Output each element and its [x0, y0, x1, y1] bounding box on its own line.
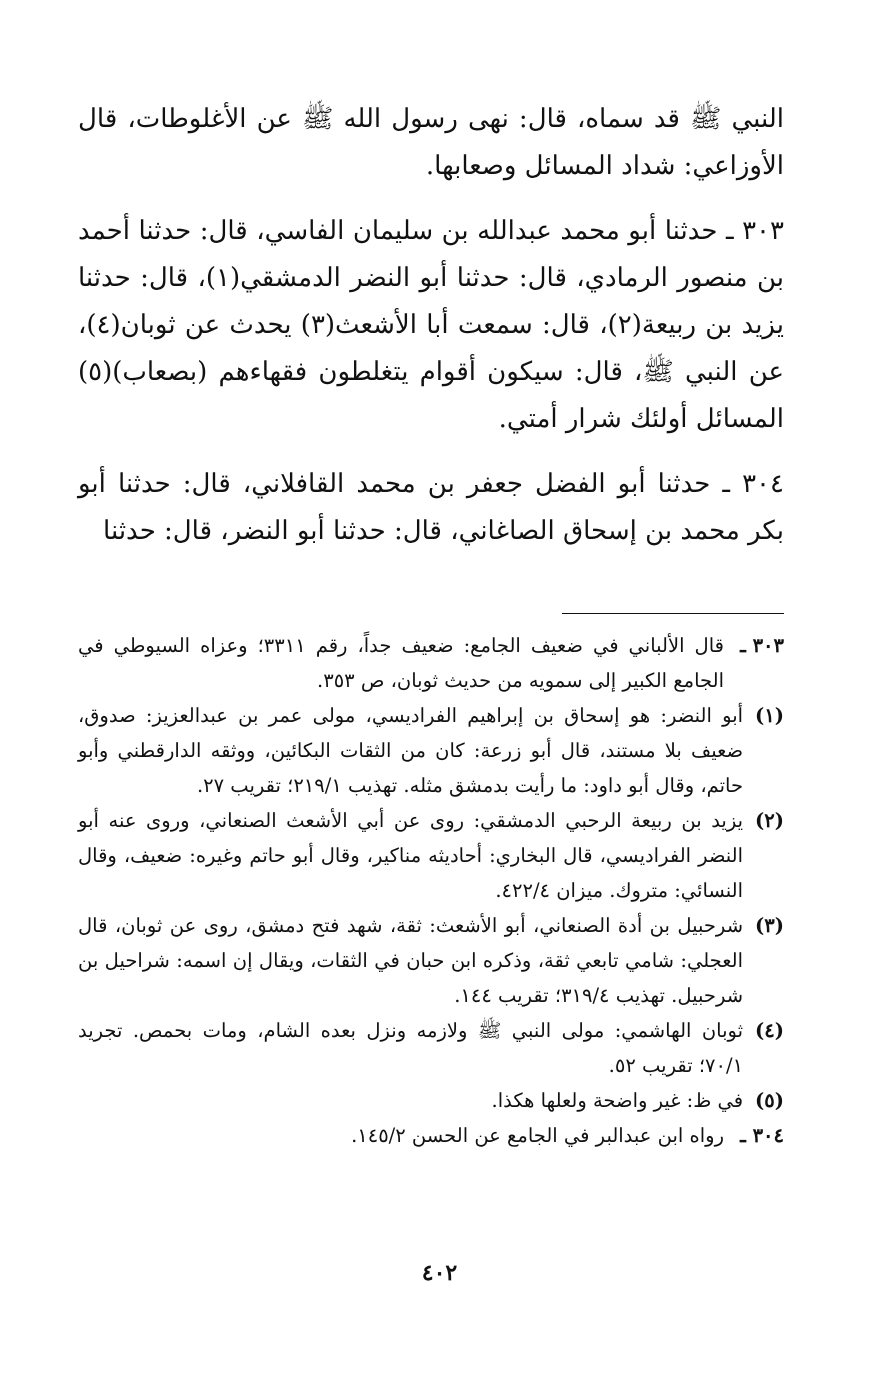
paragraph-hadith-303: ٣٠٣ ـ حدثنا أبو محمد عبدالله بن سليمان الفاسي، قال: حدثنا أحمد بن منصور الرمادي، قال: حدثنا أبو النضر الدمشقي(١)، قال: حدثنا يزيد بن ربيعة(٢)، قال: سمعت أبا الأشعث(٣) يحدث عن ثوبان(٤)، عن النبي ﷺ، قال: سيكون أقوام يتغلطون فقهاءهم (بصعاب)(٥) المسائل أولئك شرار أمتي.: [78, 216, 785, 434]
footnote-marker: ٣٠٤ ـ: [740, 1124, 784, 1147]
footnote-divider: [562, 613, 784, 614]
footnote-3: [78, 908, 784, 1013]
main-text: [78, 96, 784, 555]
footnote-304: [78, 1118, 784, 1153]
paragraph-hadith-304: ٣٠٤ ـ حدثنا أبو الفضل جعفر بن محمد القافلاني، قال: حدثنا أبو بكر محمد بن إسحاق الصاغاني، قال: حدثنا أبو النضر، قال: حدثنا: [78, 469, 784, 546]
page-number: ٤٠٢: [421, 1260, 458, 1286]
footnote-text: ثوبان الهاشمي: مولى النبي ﷺ ولازمه ونزل بعده الشام، ومات بحمص. تجريد ٧٠/١؛ تقريب ٥٢.: [78, 1019, 744, 1077]
footnote-text: شرحبيل بن أدة الصنعاني، أبو الأشعث: ثقة، شهد فتح دمشق، روى عن ثوبان، قال العجلي: شامي تابعي ثقة، وذكره ابن حبان في الثقات، ويقال إن اسمه: شراحيل بن شرحبيل. تهذيب ٣١٩/٤؛ تقريب ١٤٤.: [78, 914, 744, 1007]
footnote-marker: (٥): [755, 1089, 784, 1112]
book-page: [78, 96, 784, 1153]
footnote-2: [78, 803, 784, 908]
footnote-marker: ٣٠٣ ـ: [740, 634, 784, 657]
footnotes: [78, 628, 784, 1153]
footnote-marker: (١): [755, 704, 784, 727]
footnote-marker: (٢): [755, 809, 784, 832]
footnote-text: يزيد بن ربيعة الرحبي الدمشقي: روى عن أبي الأشعث الصنعاني، وروى عنه أبو النضر الفراديسي، قال البخاري: أحاديثه مناكير، وقال أبو حاتم وغيره: ضعيف، وقال النسائي: متروك. ميزان ٤٢٢/٤.: [78, 809, 744, 902]
footnote-marker: (٣): [755, 914, 784, 937]
footnote-marker: (٤): [755, 1019, 784, 1042]
footnote-1: [78, 698, 784, 803]
footnote-4: [78, 1013, 784, 1083]
paragraph-continuation: النبي ﷺ قد سماه، قال: نهى رسول الله ﷺ عن الأغلوطات، قال الأوزاعي: شداد المسائل وصعابها.: [78, 104, 784, 181]
footnote-text: في ظ: غير واضحة ولعلها هكذا.: [491, 1089, 744, 1112]
footnote-303: [78, 628, 784, 698]
footnote-5: [78, 1083, 784, 1118]
footnote-text: قال الألباني في ضعيف الجامع: ضعيف جداً، رقم ٣٣١١؛ وعزاه السيوطي في الجامع الكبير إلى سمويه من حديث ثوبان، ص ٣٥٣.: [78, 634, 724, 692]
footnote-text: أبو النضر: هو إسحاق بن إبراهيم الفراديسي، مولى عمر بن عبدالعزيز: صدوق، ضعيف بلا مستند، قال أبو زرعة: كان من الثقات البكائين، ووثقه الدارقطني وأبو حاتم، وقال أبو داود: ما رأيت بدمشق مثله. تهذيب ٢١٩/١؛ تقريب ٢٧.: [78, 704, 744, 797]
footnote-text: رواه ابن عبدالبر في الجامع عن الحسن ١٤٥/٢.: [351, 1124, 724, 1147]
